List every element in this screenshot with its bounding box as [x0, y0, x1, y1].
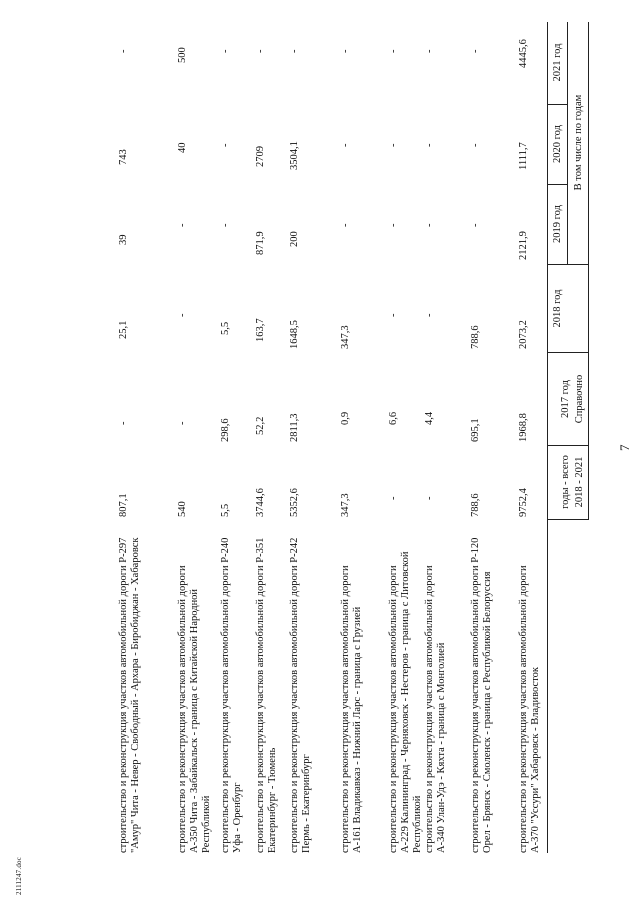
cell-2020: 743 — [118, 149, 129, 165]
row-description: строительство и реконструкция участков автомобильной дороги А-161 Владикавказ - Нижний Ларс - граница с Грузией — [340, 565, 363, 853]
cell-total: 788,6 — [470, 493, 481, 517]
cell-2018: - — [177, 313, 188, 317]
cell-2020: 2709 — [255, 146, 266, 167]
cell-2018: 788,6 — [470, 325, 481, 349]
cell-2017: - — [177, 421, 188, 425]
col-divider-3 — [547, 352, 589, 353]
cell-total: 540 — [177, 501, 188, 517]
cell-2018: 25,1 — [118, 320, 129, 339]
cell-2021: 4445,6 — [518, 39, 529, 68]
row-description: строительство и реконструкция участков автомобильной дороги Р-242 Пермь - Екатеринбург — [289, 537, 312, 853]
col-divider-2 — [547, 445, 589, 446]
row-description: строительство и реконструкция участков автомобильной дороги А-229 Калининград - Черняховск - Нестеров - граница с Литовской Республикой — [388, 551, 423, 853]
col-divider-4 — [547, 264, 589, 265]
cell-2019: 39 — [118, 234, 129, 245]
cell-total: - — [388, 496, 399, 500]
cell-2017: 2811,3 — [289, 413, 300, 442]
cell-2019: - — [177, 223, 188, 227]
cell-2019: 200 — [289, 231, 300, 247]
row-description: строительство и реконструкция участков автомобильной дороги Р-240 Уфа - Оренбург — [220, 537, 243, 853]
cell-2017: 0,9 — [340, 411, 351, 425]
cell-2021: - — [424, 49, 435, 53]
cell-2017: 52,2 — [255, 416, 266, 435]
row-description: строительство и реконструкция участков автомобильной дороги А-350 Чита - Забайкальск - граница с Китайской Народной Республикой — [177, 565, 212, 853]
cell-2020: 3504,1 — [289, 141, 300, 170]
cell-2018: 163,7 — [255, 318, 266, 342]
cell-2019: - — [388, 223, 399, 227]
cell-2018: 2073,2 — [518, 320, 529, 349]
cell-2021: - — [289, 49, 300, 53]
cell-2021: - — [388, 49, 399, 53]
header-total-top: 2018 - 2021 — [574, 456, 585, 508]
cell-total: 9752,4 — [518, 488, 529, 517]
cell-total: 807,1 — [118, 493, 129, 517]
cell-total: - — [424, 496, 435, 500]
cell-2020: - — [220, 143, 231, 147]
col-divider-1 — [547, 519, 589, 520]
cell-2018: - — [388, 313, 399, 317]
page-number: 7 — [617, 444, 632, 451]
cell-2020: - — [340, 143, 351, 147]
cell-2020: - — [388, 143, 399, 147]
cell-2019: - — [220, 223, 231, 227]
cell-2018: - — [424, 313, 435, 317]
cell-2017: - — [118, 421, 129, 425]
header-2020: 2020 год — [552, 125, 563, 163]
cell-total: 5352,6 — [289, 488, 300, 517]
row-description: строительство и реконструкция участков автомобильной дороги Р-120 Орел - Брянск - Смоленск - граница с Республикой Белоруссия — [470, 537, 493, 853]
cell-2018: 5,5 — [220, 321, 231, 335]
cell-2017: 1968,8 — [518, 413, 529, 442]
header-ref-bottom: 2017 год — [560, 380, 571, 418]
cell-2018: 347,3 — [340, 325, 351, 349]
cell-2019: 2121,9 — [518, 231, 529, 260]
cell-2021: - — [340, 49, 351, 53]
header-2018: 2018 год — [552, 289, 563, 328]
cell-total: 347,3 — [340, 493, 351, 517]
header-group-label: В том числе по годам — [573, 94, 584, 191]
cell-2021: - — [118, 49, 129, 53]
cell-2019: - — [424, 223, 435, 227]
header-2021: 2021 год — [552, 43, 563, 82]
header-total-bottom: годы - всего — [560, 455, 571, 509]
cell-2017: 298,6 — [220, 418, 231, 442]
cell-2019: 871,9 — [255, 231, 266, 255]
cell-2020: - — [424, 143, 435, 147]
document-id: 2111247.doc — [15, 856, 23, 895]
cell-2018: 1648,5 — [289, 320, 300, 349]
cell-2021: 500 — [177, 47, 188, 63]
row-description: строительство и реконструкция участков автомобильной дороги Р-351 Екатеринбург - Тюмень — [255, 537, 278, 853]
cell-2021: - — [470, 49, 481, 53]
cell-2019: - — [470, 223, 481, 227]
cell-total: 3744,6 — [255, 488, 266, 517]
cell-2020: - — [470, 143, 481, 147]
cell-2017: 6,6 — [388, 411, 399, 425]
table-header-rule — [547, 22, 548, 853]
cell-2021: - — [255, 49, 266, 53]
cell-2017: 4,4 — [424, 411, 435, 425]
cell-2019: - — [340, 223, 351, 227]
cell-2020: 1111,7 — [518, 142, 529, 170]
row-description: строительство и реконструкция участков автомобильной дороги А-370 "Уссури" Хабаровск - Владивосток — [518, 565, 541, 853]
header-ref-top: Справочно — [574, 374, 585, 424]
header-2019: 2019 год — [552, 205, 563, 243]
cell-2021: - — [220, 49, 231, 53]
row-description: строительство и реконструкция участков автомобильной дороги А-340 Улан-Удэ - Кяхта - граница с Монголией — [424, 565, 447, 853]
cell-total: 5,5 — [220, 503, 231, 517]
cell-2017: 695,1 — [470, 418, 481, 442]
cell-2020: 40 — [177, 142, 188, 153]
table-mid-rule — [567, 22, 568, 265]
row-description: строительство и реконструкция участков автомобильной дороги Р-297 "Амур" Чита - Невер - Свободный - Архара - Биробиджан - Хабаровск — [118, 537, 141, 853]
